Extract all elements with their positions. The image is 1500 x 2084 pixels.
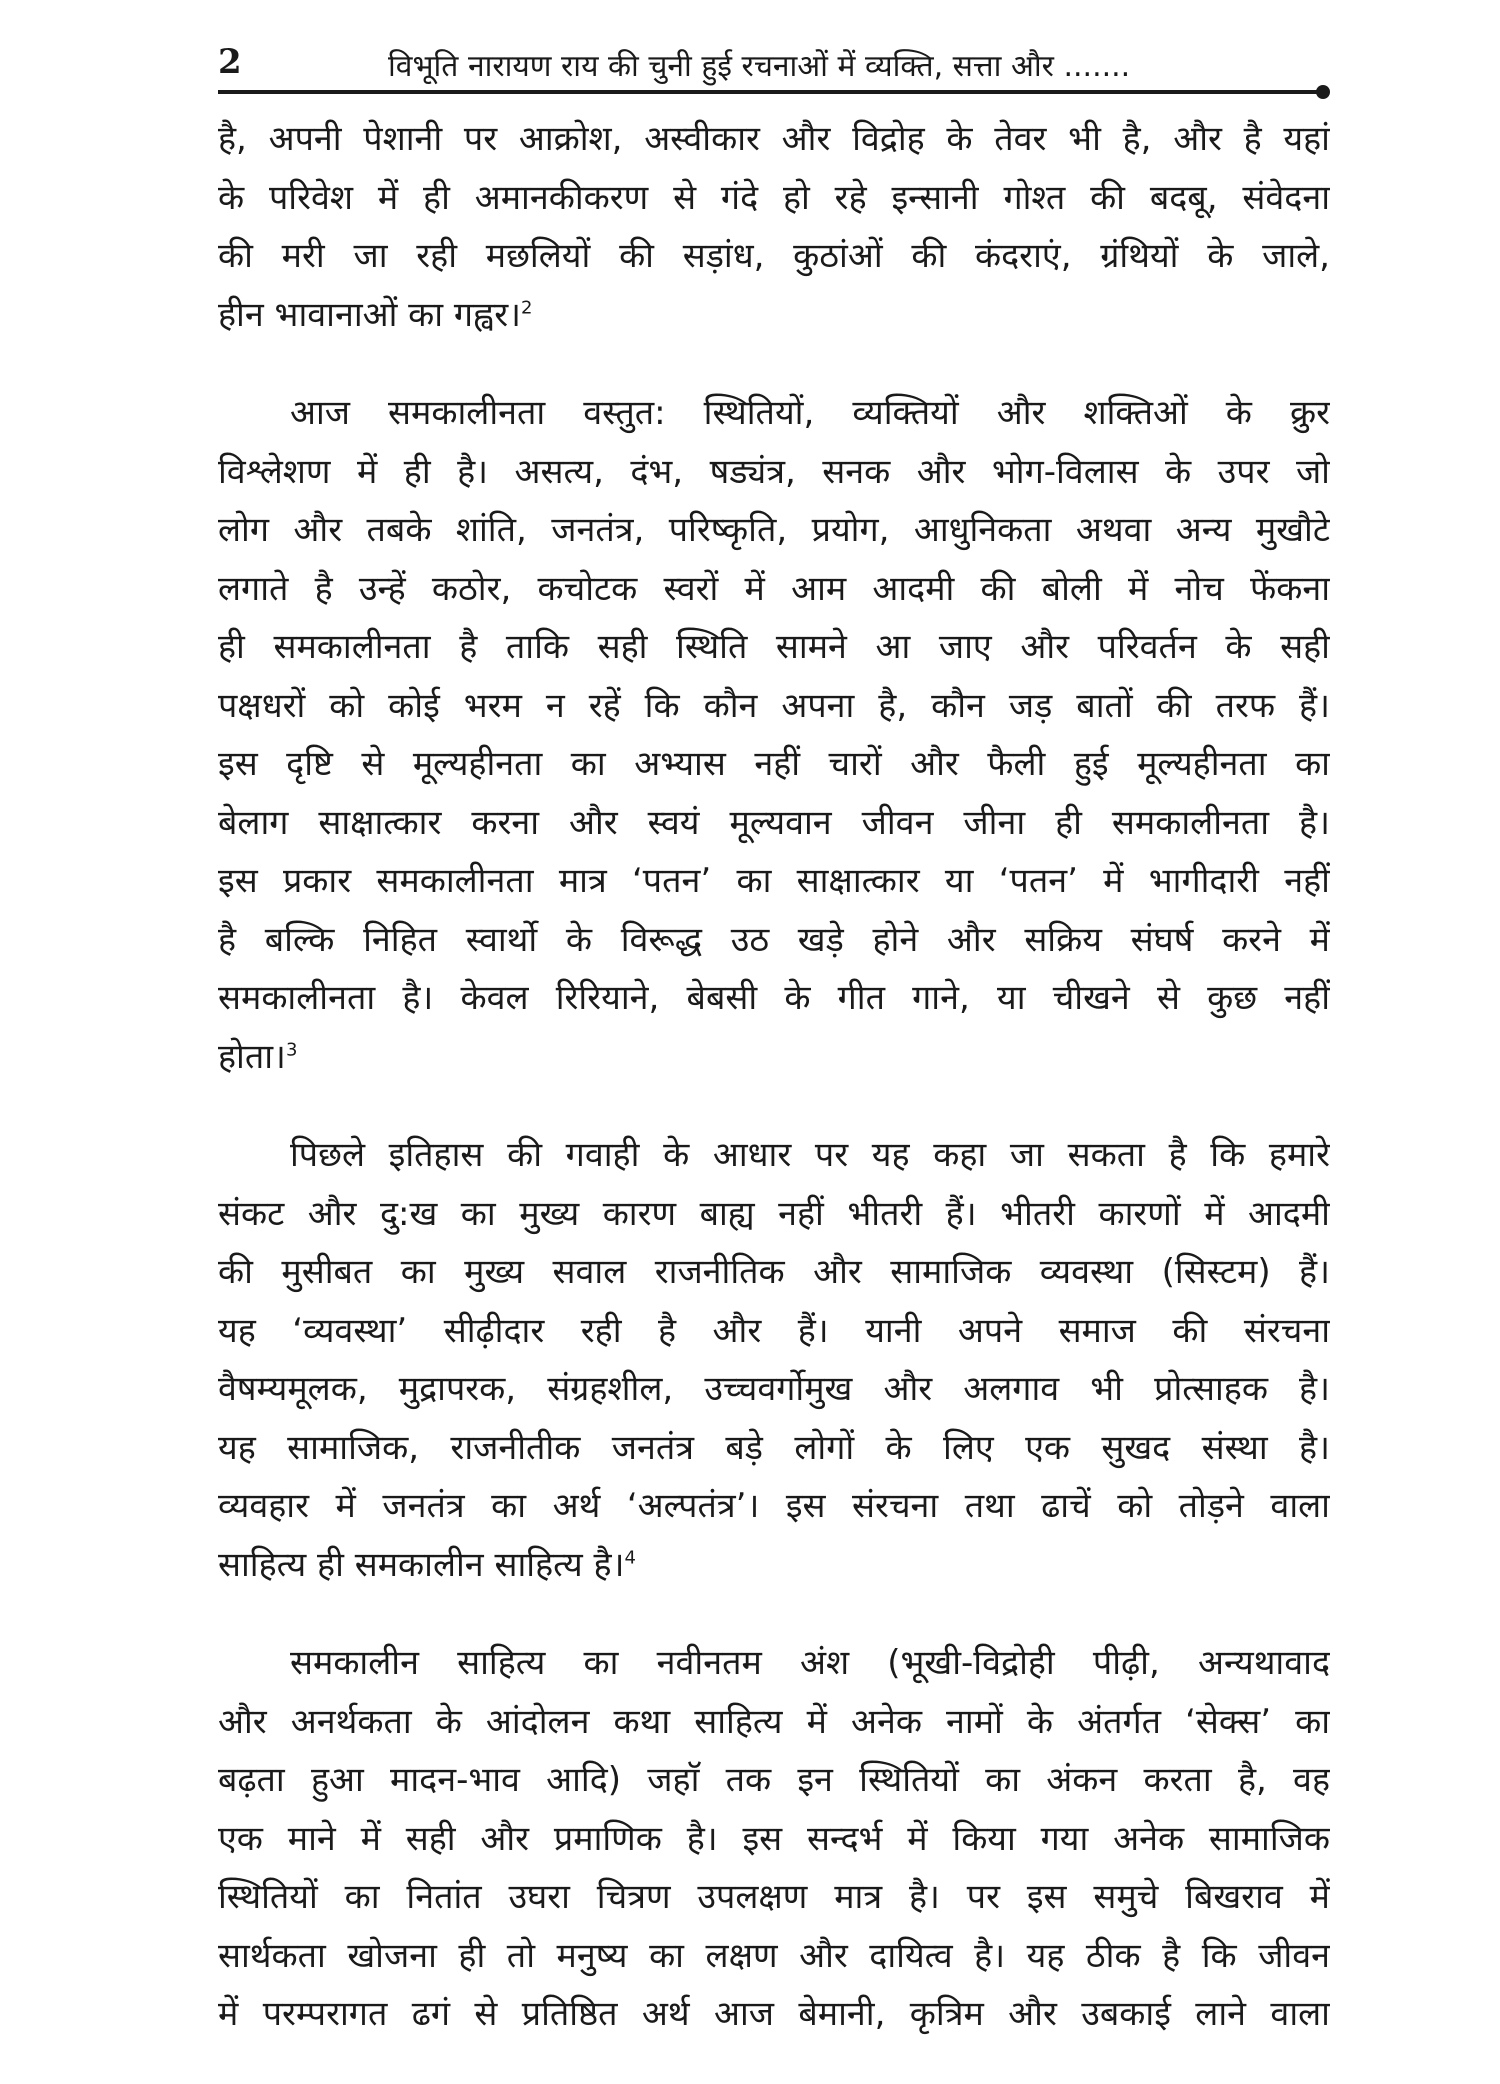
text-line: विश्लेशण में ही है। असत्य, दंभ, षड्यंत्र, सनक और भोग-विलास के उपर जो (218, 451, 1330, 492)
paragraph-2 (218, 384, 1330, 1086)
text-line: यह सामाजिक, राजनीतीक जनतंत्र बड़े लोगों के लिए एक सुखद संस्था है। (218, 1427, 1330, 1468)
text-line: लोग और तबके शांति, जनतंत्र, परिष्कृति, प्रयोग, आधुनिकता अथवा अन्य मुखौटे (218, 510, 1330, 550)
text-line: ही समकालीनता है ताकि सही स्थिति सामने आ जाए और परिवर्तन के सही (218, 627, 1330, 667)
text-line: आज समकालीनता वस्तुत: स्थितियों, व्यक्तियों और शक्तिओं के क्रुर (290, 393, 1330, 433)
text-line: समकालीनता है। केवल रिरियाने, बेबसी के गीत गाने, या चीखने से कुछ नहीं (218, 978, 1330, 1018)
text-line: व्यवहार में जनतंत्र का अर्थ ‘अल्पतंत्र’। इस संरचना तथा ढाचें को तोड़ने वाला (218, 1486, 1330, 1526)
text-line: वैषम्यमूलक, मुद्रापरक, संग्रहशील, उच्चवर्गोमुख और अलगाव भी प्रोत्साहक है। (218, 1369, 1330, 1409)
paragraph-3 (218, 1126, 1330, 1594)
text-line: है बल्कि निहित स्वार्थो के विरूद्ध उठ खड़े होने और सक्रिय संघर्ष करने में (218, 919, 1330, 960)
footnote-marker: 3 (285, 1039, 298, 1061)
text-line: है, अपनी पेशानी पर आक्रोश, अस्वीकार और विद्रोह के तेवर भी है, और है यहां (218, 119, 1330, 159)
footnote-marker: 2 (521, 297, 533, 319)
header-rule (218, 90, 1322, 94)
text-line: बेलाग साक्षात्कार करना और स्वयं मूल्यवान जीवन जीना ही समकालीनता है। (218, 802, 1330, 843)
page-number: 2 (218, 42, 242, 82)
text-line: सार्थकता खोजना ही तो मनुष्य का लक्षण और दायित्व है। यह ठीक है कि जीवन (218, 1935, 1330, 1976)
running-header (218, 40, 1330, 90)
text-line: की मुसीबत का मुख्य सवाल राजनीतिक और सामाजिक व्यवस्था (सिस्टम) हैं। (218, 1252, 1330, 1292)
text-line: पिछले इतिहास की गवाही के आधार पर यह कहा जा सकता है कि हमारे (290, 1135, 1330, 1175)
text-line: के परिवेश में ही अमानकीकरण से गंदे हो रहे इन्सानी गोश्त की बदबू, संवेदना (218, 177, 1330, 218)
paragraph-4 (218, 1634, 1330, 2044)
text-line: बढ़ता हुआ मादन-भाव आदि) जहाॅ तक इन स्थितियों का अंकन करता है, वह (218, 1760, 1330, 1800)
text-line: संकट और दु:ख का मुख्य कारण बाह्य नहीं भीतरी हैं। भीतरी कारणों में आदमी (218, 1193, 1330, 1234)
text-line: साहित्य ही समकालीन साहित्य है।$^4$ (218, 1544, 636, 1585)
text-line: में परम्परागत ढगं से प्रतिष्ठित अर्थ आज बेमानी, कृत्रिम और उबकाई लाने वाला (218, 1994, 1330, 2034)
text-line: और अनर्थकता के आंदोलन कथा साहित्य में अनेक नामों के अंतर्गत ‘सेक्स’ का (218, 1701, 1330, 1742)
text-line: होता।$^3$ (218, 1036, 298, 1077)
text-line: हीन भावानाओं का गह्वर।$^2$ (218, 294, 533, 335)
text-line: स्थितियों का नितांत उघरा चित्रण उपलक्षण मात्र है। पर इस समुचे बिखराव में (218, 1877, 1330, 1917)
running-title: विभूति नारायण राय की चुनी हुई रचनाओं में व्यक्ति, सत्ता और ....... (388, 49, 1131, 84)
text-line: इस दृष्टि से मूल्यहीनता का अभ्यास नहीं चारों और फैली हुई मूल्यहीनता का (218, 744, 1330, 784)
text-line: की मरी जा रही मछलियों की सड़ांध, कुठांओं की कंदराएं, ग्रंथियों के जाले, (218, 236, 1330, 276)
header-rule-end-dot (1316, 85, 1330, 99)
text-line: यह ‘व्यवस्था’ सीढ़ीदार रही है और हैं। यानी अपने समाज की संरचना (218, 1310, 1330, 1351)
body-text (218, 110, 1330, 2084)
text-line: समकालीन साहित्य का नवीनतम अंश (भूखी-विद्रोही पीढ़ी, अन्यथावाद (290, 1643, 1330, 1683)
text-line: इस प्रकार समकालीनता मात्र ‘पतन’ का साक्षात्कार या ‘पतन’ में भागीदारी नहीं (218, 861, 1330, 901)
footnote-marker: 4 (624, 1547, 636, 1569)
text-line: एक माने में सही और प्रमाणिक है। इस सन्दर्भ में किया गया अनेक सामाजिक (218, 1818, 1330, 1859)
text-line: लगाते है उन्हें कठोर, कचोटक स्वरों में आम आदमी की बोली में नोच फेंकना (218, 568, 1330, 609)
paragraph-1 (218, 110, 1330, 344)
text-line: पक्षधरों को कोई भरम न रहें कि कौन अपना है, कौन जड़ बातों की तरफ हैं। (218, 685, 1330, 726)
